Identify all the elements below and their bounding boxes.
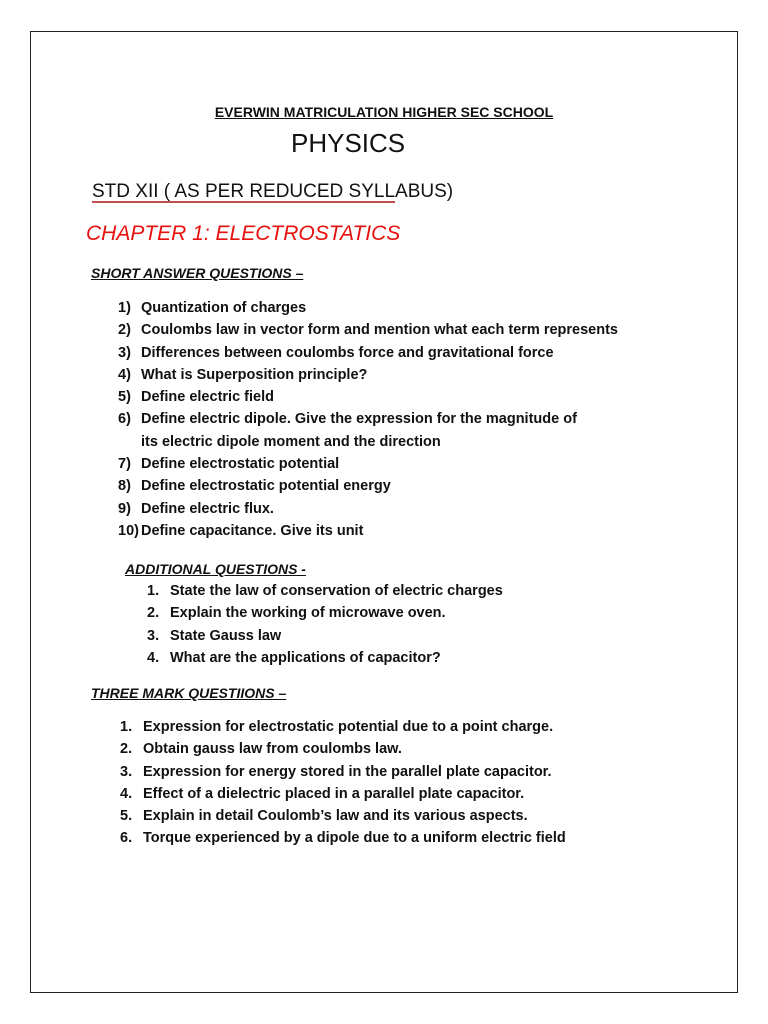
- list-item-text: Define electric field: [141, 389, 274, 406]
- short-answer-list: [118, 297, 618, 542]
- list-item-text: State Gauss law: [170, 627, 282, 644]
- list-item: [118, 319, 618, 341]
- list-item-number: 4): [118, 366, 131, 383]
- list-item-number: 6.: [120, 830, 133, 847]
- list-item-number: 1.: [120, 719, 133, 735]
- list-item: [118, 453, 618, 475]
- list-item-number: 9): [118, 500, 131, 517]
- list-item-number: 2.: [120, 741, 133, 758]
- list-item: [118, 364, 618, 386]
- subject-title: PHYSICS: [291, 128, 406, 158]
- list-item-number: 5.: [120, 808, 133, 825]
- std-line-underlined: STD XII ( AS PER REDUCED SYLL: [92, 181, 396, 202]
- list-item-number: 2.: [147, 605, 160, 622]
- list-item-number: 3): [118, 344, 131, 361]
- list-item-text: Coulombs law in vector form and mention what each term represents: [141, 322, 618, 339]
- short-answer-heading: SHORT ANSWER QUESTIONS –: [91, 265, 304, 281]
- list-item-number: 2): [118, 322, 131, 339]
- list-item: [120, 783, 566, 805]
- list-item: [147, 602, 503, 624]
- list-item: [118, 475, 618, 497]
- list-item-text: State the law of conservation of electric charges: [170, 583, 503, 599]
- list-item-text: What are the applications of capacitor?: [170, 649, 441, 666]
- list-item: [147, 647, 503, 669]
- list-item: [118, 408, 618, 453]
- list-item-text: Quantization of charges: [141, 300, 307, 316]
- list-item-number: 10): [118, 522, 139, 539]
- list-item-text: Torque experienced by a dipole due to a uniform electric field: [143, 830, 566, 847]
- chapter-title: CHAPTER 1: ELECTROSTATICS: [86, 222, 401, 245]
- std-line: [92, 181, 453, 203]
- list-item: [120, 738, 566, 760]
- list-item: [120, 805, 566, 827]
- list-item-text: Differences between coulombs force and gravitational force: [141, 344, 554, 361]
- list-item: [118, 297, 618, 319]
- list-item-text: Expression for electrostatic potential due to a point charge.: [143, 719, 554, 735]
- list-item-number: 1): [118, 300, 131, 316]
- additional-list: [147, 580, 503, 669]
- list-item-text: Explain the working of microwave oven.: [170, 605, 446, 622]
- list-item-number: 7): [118, 456, 131, 473]
- list-item: [118, 498, 618, 520]
- list-item-number: 4.: [147, 649, 160, 666]
- list-item-continuation: its electric dipole moment and the direction: [141, 433, 441, 450]
- list-item: [120, 761, 566, 783]
- list-item: [120, 827, 566, 849]
- list-item-number: 1.: [147, 583, 160, 599]
- list-item-number: 5): [118, 389, 131, 406]
- list-item: [118, 342, 618, 364]
- list-item: [120, 716, 566, 738]
- list-item-number: 3.: [120, 763, 133, 780]
- list-item: [147, 625, 503, 647]
- three-mark-heading: THREE MARK QUESTIIONS –: [91, 685, 287, 701]
- list-item-number: 6): [118, 411, 131, 428]
- list-item-text: Obtain gauss law from coulombs law.: [143, 741, 402, 758]
- list-item-text: Effect of a dielectric placed in a parallel plate capacitor.: [143, 785, 525, 802]
- list-item-text: Expression for energy stored in the parallel plate capacitor.: [143, 763, 552, 780]
- list-item-text: Define electric flux.: [141, 500, 274, 517]
- std-line-rest: ABUS): [395, 181, 454, 202]
- additional-heading: ADDITIONAL QUESTIONS -: [125, 561, 306, 577]
- list-item-text: Define electric dipole. Give the expression for the magnitude of: [141, 411, 577, 428]
- list-item: [118, 520, 618, 542]
- list-item-text: Explain in detail Coulomb’s law and its various aspects.: [143, 808, 528, 825]
- three-mark-list: [120, 716, 566, 850]
- list-item-text: Define capacitance. Give its unit: [141, 522, 364, 539]
- list-item-number: 4.: [120, 785, 133, 802]
- list-item: [147, 580, 503, 602]
- list-item-text: Define electrostatic potential energy: [141, 478, 391, 495]
- list-item-number: 3.: [147, 627, 160, 644]
- list-item-text: Define electrostatic potential: [141, 456, 340, 473]
- list-item-number: 8): [118, 478, 131, 495]
- school-name: EVERWIN MATRICULATION HIGHER SEC SCHOOL: [214, 104, 554, 120]
- list-item-text: What is Superposition principle?: [141, 366, 368, 383]
- list-item: [118, 386, 618, 408]
